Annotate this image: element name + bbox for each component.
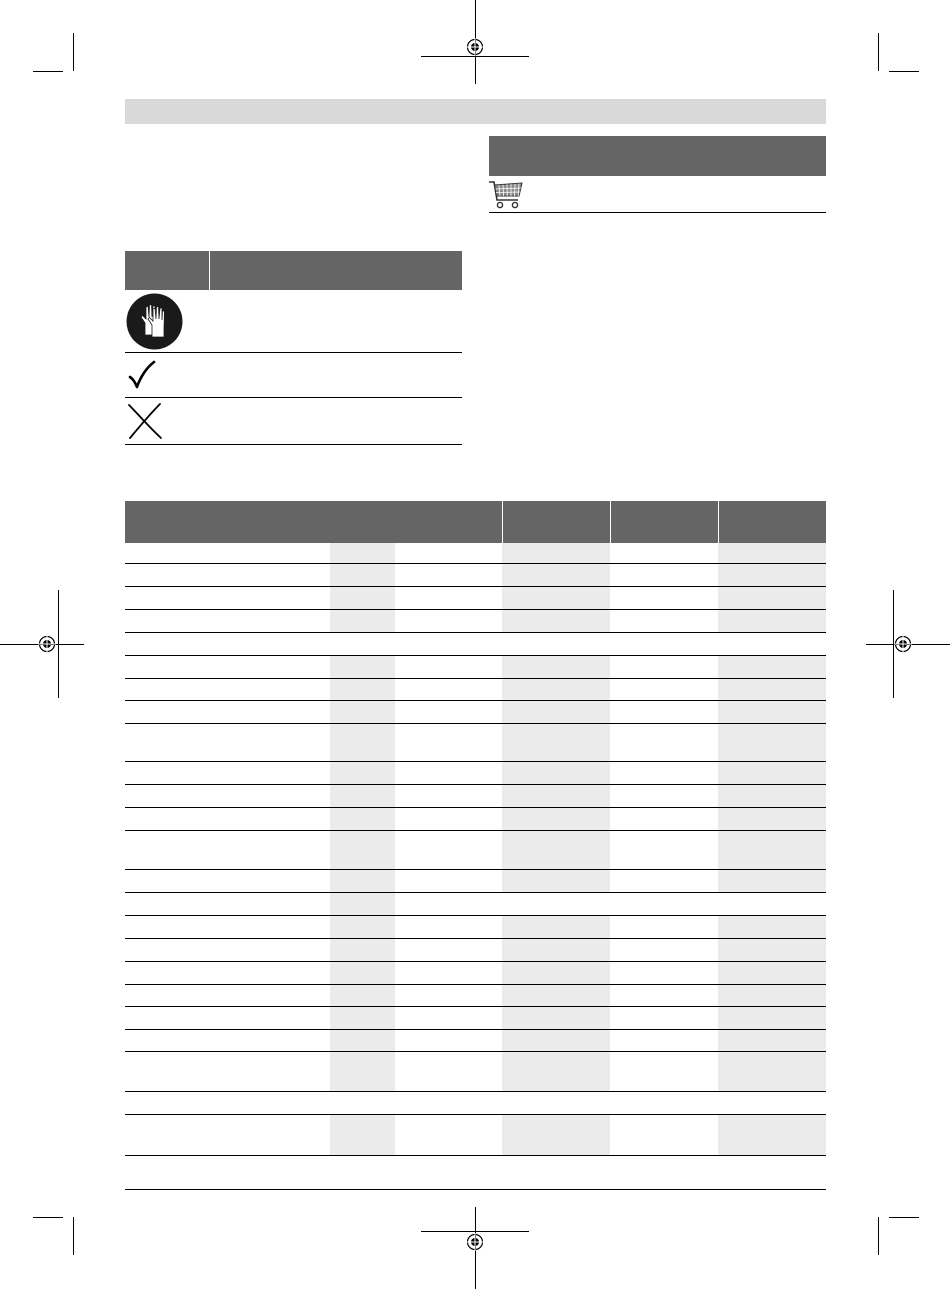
table-cell-shade	[502, 916, 610, 938]
table-row	[125, 831, 826, 870]
accessories-header	[489, 136, 826, 176]
table-cell-shade	[330, 762, 395, 784]
table-cell-shade	[718, 564, 826, 586]
table-row	[125, 939, 826, 962]
table-cell-shade	[330, 564, 395, 586]
table-cell-shade	[502, 962, 610, 984]
table-cell-shade	[718, 587, 826, 609]
registration-line	[58, 590, 59, 698]
registration-mark-icon	[466, 38, 484, 56]
table-cell-shade	[330, 985, 395, 1006]
table-cell-shade	[502, 1030, 610, 1051]
table-cell-shade	[330, 916, 395, 938]
crop-mark	[889, 71, 919, 72]
table-row	[125, 1156, 826, 1189]
table-cell-shade	[718, 831, 826, 869]
table-cell-shade	[718, 916, 826, 938]
table-cell-shade	[502, 831, 610, 869]
crop-mark	[889, 1217, 919, 1218]
table-row	[125, 762, 826, 785]
table-cell-shade	[502, 701, 610, 723]
table-cell-shade	[502, 610, 610, 632]
table-row	[125, 1115, 826, 1156]
table-row	[125, 1052, 826, 1092]
table-row	[125, 962, 826, 985]
table-cell-shade	[718, 762, 826, 784]
registration-mark-icon	[466, 1233, 484, 1251]
table-cell-shade	[718, 785, 826, 807]
table-cell-shade	[330, 808, 395, 830]
table-cell-shade	[502, 564, 610, 586]
table-cell-shade	[718, 701, 826, 723]
table-cell-shade	[330, 1030, 395, 1051]
safety-row-rule	[125, 352, 462, 353]
table-cell-shade	[330, 962, 395, 984]
table-row	[125, 633, 826, 656]
table-cell-shade	[330, 701, 395, 723]
table-cell-shade	[330, 679, 395, 700]
table-cell-shade	[502, 1007, 610, 1029]
table-cell-shade	[330, 610, 395, 632]
safety-row-rule	[125, 444, 462, 445]
registration-line	[421, 56, 529, 57]
table-cell-shade	[718, 724, 826, 761]
table-cell-shade	[502, 1115, 610, 1155]
table-cell-shade	[718, 1030, 826, 1051]
table-cell-shade	[718, 1052, 826, 1091]
table-cell-shade	[330, 724, 395, 761]
table-cell-shade	[330, 785, 395, 807]
table-row	[125, 543, 826, 564]
table-cell-shade	[330, 587, 395, 609]
table-cell-shade	[330, 831, 395, 869]
table-row	[125, 587, 826, 610]
table-cell-shade	[502, 939, 610, 961]
table-cell-shade	[330, 1115, 395, 1155]
registration-mark-icon	[894, 635, 912, 653]
safety-table-header	[125, 251, 462, 290]
table-row	[125, 564, 826, 587]
table-row	[125, 701, 826, 724]
table-cell-shade	[502, 1052, 610, 1091]
table-cell-shade	[718, 870, 826, 892]
table-cell-shade	[502, 656, 610, 678]
table-row	[125, 679, 826, 701]
table-row	[125, 785, 826, 808]
table-cell-shade	[330, 939, 395, 961]
protective-gloves-icon	[126, 293, 183, 350]
table-cell-shade	[502, 724, 610, 761]
table-cell-shade	[502, 808, 610, 830]
table-row	[125, 916, 826, 939]
crop-mark	[878, 33, 879, 71]
table-cell-shade	[718, 1007, 826, 1029]
crop-mark	[878, 1217, 879, 1255]
registration-mark-icon	[38, 635, 56, 653]
page-bottom-rule	[125, 1189, 826, 1190]
accessories-rule	[489, 212, 826, 213]
table-cell-shade	[502, 870, 610, 892]
shopping-cart-icon	[488, 180, 524, 210]
spec-table-header	[125, 501, 826, 543]
table-cell-shade	[502, 679, 610, 700]
table-row	[125, 610, 826, 633]
table-row	[125, 724, 826, 762]
table-cell-shade	[502, 587, 610, 609]
crop-mark	[33, 71, 63, 72]
table-cell-shade	[718, 962, 826, 984]
crop-mark	[33, 1217, 63, 1218]
safety-row-rule	[125, 397, 462, 398]
table-row	[125, 1030, 826, 1052]
crop-mark	[73, 33, 74, 71]
table-cell-shade	[502, 543, 610, 563]
table-cell-shade	[718, 543, 826, 563]
cross-icon	[126, 402, 164, 440]
table-cell-shade	[718, 808, 826, 830]
table-cell-shade	[502, 785, 610, 807]
table-row	[125, 893, 826, 916]
table-cell-shade	[718, 610, 826, 632]
table-cell-shade	[718, 985, 826, 1006]
page-header-bar	[125, 99, 826, 124]
table-cell-shade	[502, 985, 610, 1006]
table-cell-shade	[330, 1007, 395, 1029]
table-cell-shade	[330, 870, 395, 892]
table-row	[125, 985, 826, 1007]
table-cell-shade	[718, 656, 826, 678]
checkmark-icon	[128, 360, 156, 390]
table-row	[125, 1007, 826, 1030]
table-cell-shade	[718, 939, 826, 961]
table-cell-shade	[330, 543, 395, 563]
table-row	[125, 1092, 826, 1115]
registration-line	[421, 1231, 529, 1232]
table-cell-shade	[330, 656, 395, 678]
table-cell-shade	[330, 1052, 395, 1091]
table-cell-shade	[330, 893, 395, 915]
crop-mark	[73, 1217, 74, 1255]
table-cell-shade	[502, 762, 610, 784]
table-row	[125, 656, 826, 679]
table-row	[125, 808, 826, 831]
table-row	[125, 870, 826, 893]
table-cell-shade	[718, 679, 826, 700]
table-cell-shade	[718, 1115, 826, 1155]
